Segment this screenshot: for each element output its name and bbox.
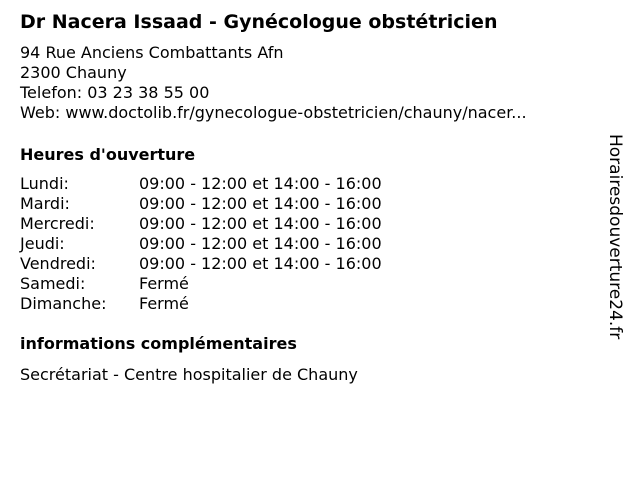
day-label: Jeudi: [20,234,65,253]
day-label: Lundi: [20,174,69,193]
web-line: Web: www.doctolib.fr/gynecologue-obstetricien/chauny/nacer... [20,103,527,122]
additional-info-heading: informations complémentaires [20,334,297,353]
time-value: Fermé [139,274,189,293]
day-label: Mercredi: [20,214,95,233]
time-value: 09:00 - 12:00 et 14:00 - 16:00 [139,254,382,273]
time-value: 09:00 - 12:00 et 14:00 - 16:00 [139,214,382,233]
address-line: 94 Rue Anciens Combattants Afn [20,43,284,62]
day-label: Samedi: [20,274,86,293]
city-line: 2300 Chauny [20,63,127,82]
day-label: Dimanche: [20,294,107,313]
time-value: 09:00 - 12:00 et 14:00 - 16:00 [139,194,382,213]
time-value: Fermé [139,294,189,313]
opening-hours-heading: Heures d'ouverture [20,145,196,164]
page-title: Dr Nacera Issaad - Gynécologue obstétricien [20,11,498,33]
site-watermark: Horairesdouverture24.fr [605,134,625,340]
time-value: 09:00 - 12:00 et 14:00 - 16:00 [139,234,382,253]
phone-line: Telefon: 03 23 38 55 00 [20,83,210,102]
day-label: Mardi: [20,194,70,213]
time-value: 09:00 - 12:00 et 14:00 - 16:00 [139,174,382,193]
additional-info-text: Secrétariat - Centre hospitalier de Chauny [20,365,358,384]
contact-block [20,43,527,123]
day-label: Vendredi: [20,254,96,273]
